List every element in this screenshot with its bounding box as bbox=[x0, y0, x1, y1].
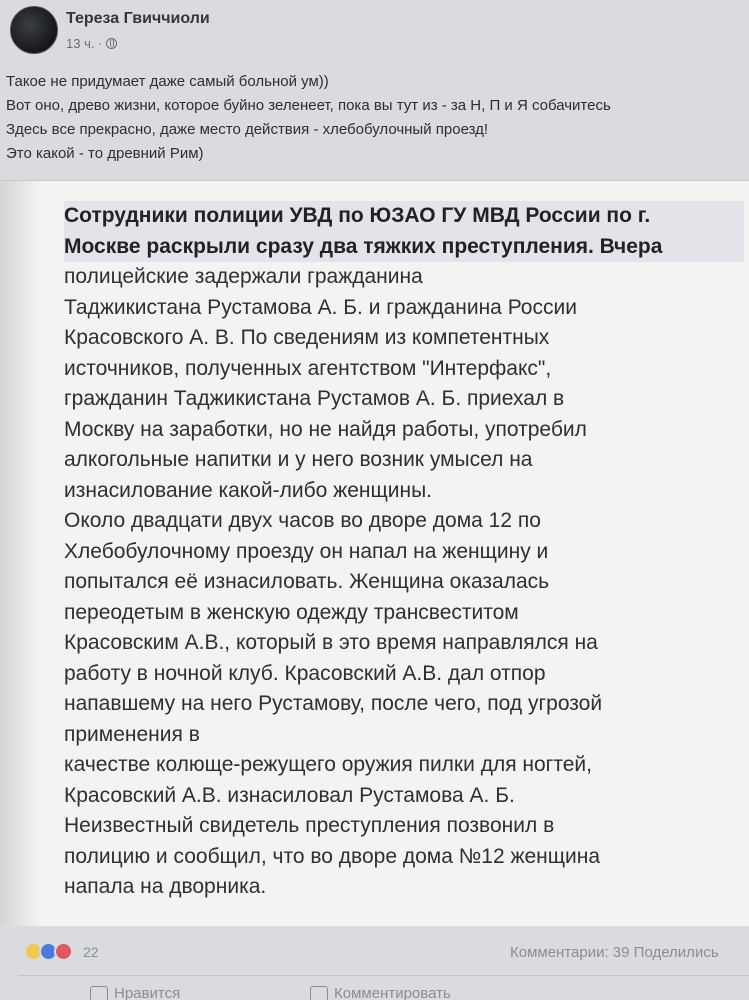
reactions-summary[interactable] bbox=[24, 942, 99, 961]
love-icon bbox=[54, 942, 73, 961]
comment-label: Комментировать bbox=[334, 985, 451, 1000]
article-line: качестве колюще-режущего оружия пилки для ногтей, bbox=[64, 753, 592, 776]
article-line: полицейские задержали гражданина bbox=[64, 265, 423, 288]
caption-line: Вот оно, древо жизни, которое буйно зеленеет, пока вы тут из - за Н, П и Я собачитесь bbox=[6, 97, 611, 114]
article-line: гражданин Таджикистана Рустамов А. Б. приехал в bbox=[64, 387, 565, 410]
caption-line: Здесь все прекрасно, даже место действия - хлебобулочный проезд! bbox=[6, 121, 489, 138]
globe-icon bbox=[106, 38, 117, 49]
post-meta bbox=[66, 36, 117, 51]
article-line: работу в ночной клуб. Красовский А.В. дал отпор bbox=[64, 661, 546, 685]
article-line: Хлебобулочному проезду он напал на женщину и bbox=[64, 539, 549, 563]
article-line: напавшему на него Рустамову, после чего, под угрозой bbox=[64, 692, 603, 715]
article-line: переодетым в женскую одежду трансвеститом bbox=[64, 600, 519, 624]
caption-line: Такое не придумает даже самый больной ум)) bbox=[6, 73, 329, 90]
caption-line: Это какой - то древний Рим) bbox=[6, 145, 204, 162]
like-button[interactable] bbox=[90, 985, 180, 1000]
article-line: Красовский А.В. изнасиловал Рустамова А. Б. bbox=[64, 783, 515, 807]
article-line: Москве раскрыли сразу два тяжких преступления. Вчера bbox=[64, 232, 744, 263]
comment-button[interactable] bbox=[310, 985, 451, 1000]
comment-icon bbox=[310, 986, 328, 1000]
article-line: Неизвестный свидетель преступления позвонил в bbox=[64, 814, 555, 837]
article-line: Красовским А.В., который в это время направлялся на bbox=[64, 631, 598, 654]
article-line: применения в bbox=[64, 722, 200, 746]
article-line: Москву на заработки, но не найдя работы, употребил bbox=[64, 417, 587, 441]
author-avatar[interactable] bbox=[10, 6, 58, 54]
post-actions bbox=[0, 985, 749, 1000]
article-line: напала на дворника. bbox=[64, 875, 267, 898]
reaction-count: 22 bbox=[83, 943, 99, 960]
article-text bbox=[64, 201, 744, 903]
thumbs-up-icon bbox=[90, 986, 108, 1000]
article-line: Около двадцати двух часов во дворе дома 12 по bbox=[64, 509, 541, 532]
article-line: алкогольные напитки и у него возник умысел на bbox=[64, 448, 533, 471]
article-line: изнасилование какой-либо женщины. bbox=[64, 478, 433, 502]
author-name[interactable]: Тереза Гвиччиоли bbox=[66, 10, 210, 27]
post-caption bbox=[6, 70, 749, 166]
article-line: источников, полученных агентством "Интерфакс", bbox=[64, 356, 552, 380]
comments-shares-count[interactable]: Комментарии: 39 Поделились bbox=[510, 944, 719, 961]
article-line: Таджикистана Рустамова А. Б. и гражданина России bbox=[64, 295, 577, 319]
article-line: попытался её изнасиловать. Женщина оказалась bbox=[64, 570, 550, 593]
article-line: Красовского А. В. По сведениям из компетентных bbox=[64, 326, 550, 349]
image-shadow bbox=[0, 181, 40, 926]
divider bbox=[18, 975, 749, 976]
article-line: Сотрудники полиции УВД по ЮЗАО ГУ МВД России по г. bbox=[64, 201, 744, 232]
like-label: Нравится bbox=[114, 985, 181, 1000]
shared-image[interactable] bbox=[0, 180, 749, 926]
post-time[interactable]: 13 ч. · bbox=[66, 36, 103, 51]
article-line: полицию и сообщил, что во дворе дома №12 женщина bbox=[64, 844, 601, 868]
